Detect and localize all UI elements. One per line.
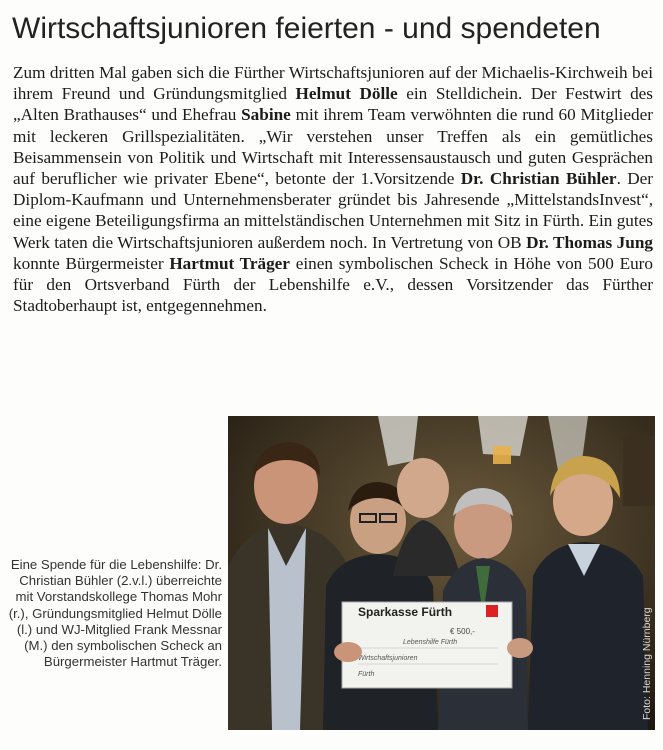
article-text: mit ihrem Team verwöhnten die rund 60 Mitglieder mit leckeren Grillspezialitäten. „Wir verstehen unser Treffen als ein gemütliches Beisammensein von Politik und Wirtschaft mit Interessensaustausch und guten Gesprächen auf beruflicher wie privater Ebene“, betonte der 1.Vorsitzende <box>13 105 653 189</box>
sparkasse-logo-icon <box>486 605 498 617</box>
check-payee: Lebenshilfe Fürth <box>403 639 458 646</box>
check-amount: € 500,- <box>450 627 475 636</box>
person-name: Sabine <box>241 105 291 125</box>
article-text: . Der Diplom-Kaufmann und Unternehmensberater gründet bis Jahresende „MittelstandsInvest“, eine eigene Beteiligungsfirma an mittelständischen Unternehmen mit Sitz in Fürth. Ein gutes Werk taten die Wirtschaftsjunioren außerdem noch. In Vertretung von OB <box>13 169 653 252</box>
check-bank: Sparkasse Fürth <box>358 605 453 619</box>
check-from: Wirtschaftsjunioren <box>358 655 418 662</box>
article-text: einen symbolischen Scheck in Höhe von 500 Euro für den Ortsverband Fürth der Lebenshilfe e.V., dessen Vorsitzender das Fürther Stadtoberhaupt ist, entgegennehmen. <box>13 253 653 316</box>
photo-caption: Eine Spende für die Lebenshilfe: Dr. Christian Bühler (2.v.l.) überreichte mit Vorstandskollege Thomas Mohr (r.), Gründungsmitglied Helmut Dölle (l.) und WJ-Mitglied Frank Messnar (M.) den symbolischen Scheck an Bürgermeister Hartmut Träger. <box>8 557 222 670</box>
person-name: Hartmut Träger <box>169 253 290 273</box>
article-text: konnte Bürgermeister <box>13 253 170 273</box>
headline: Wirtschaftsjunioren feierten - und spendeten <box>12 12 601 45</box>
person-name: Dr. Christian Bühler <box>460 169 617 189</box>
person-name: Dr. Thomas Jung <box>526 232 653 252</box>
photo-credit: Foto: Henning Nürnberg <box>641 607 653 720</box>
article-text: ein Stelldichein. Der Festwirt des „Alten Brathauses“ und Ehefrau <box>13 84 653 125</box>
person-name: Helmut Dölle <box>295 84 398 104</box>
photo-illustration <box>228 416 655 730</box>
article-text: Zum dritten Mal gaben sich die Fürther Wirtschaftsjunioren auf der Michaelis-Kirchweih bei ihrem Freund und Gründungsmitglied <box>13 63 653 104</box>
check-city: Fürth <box>358 671 375 678</box>
photo <box>228 416 655 730</box>
article-body <box>13 62 653 316</box>
